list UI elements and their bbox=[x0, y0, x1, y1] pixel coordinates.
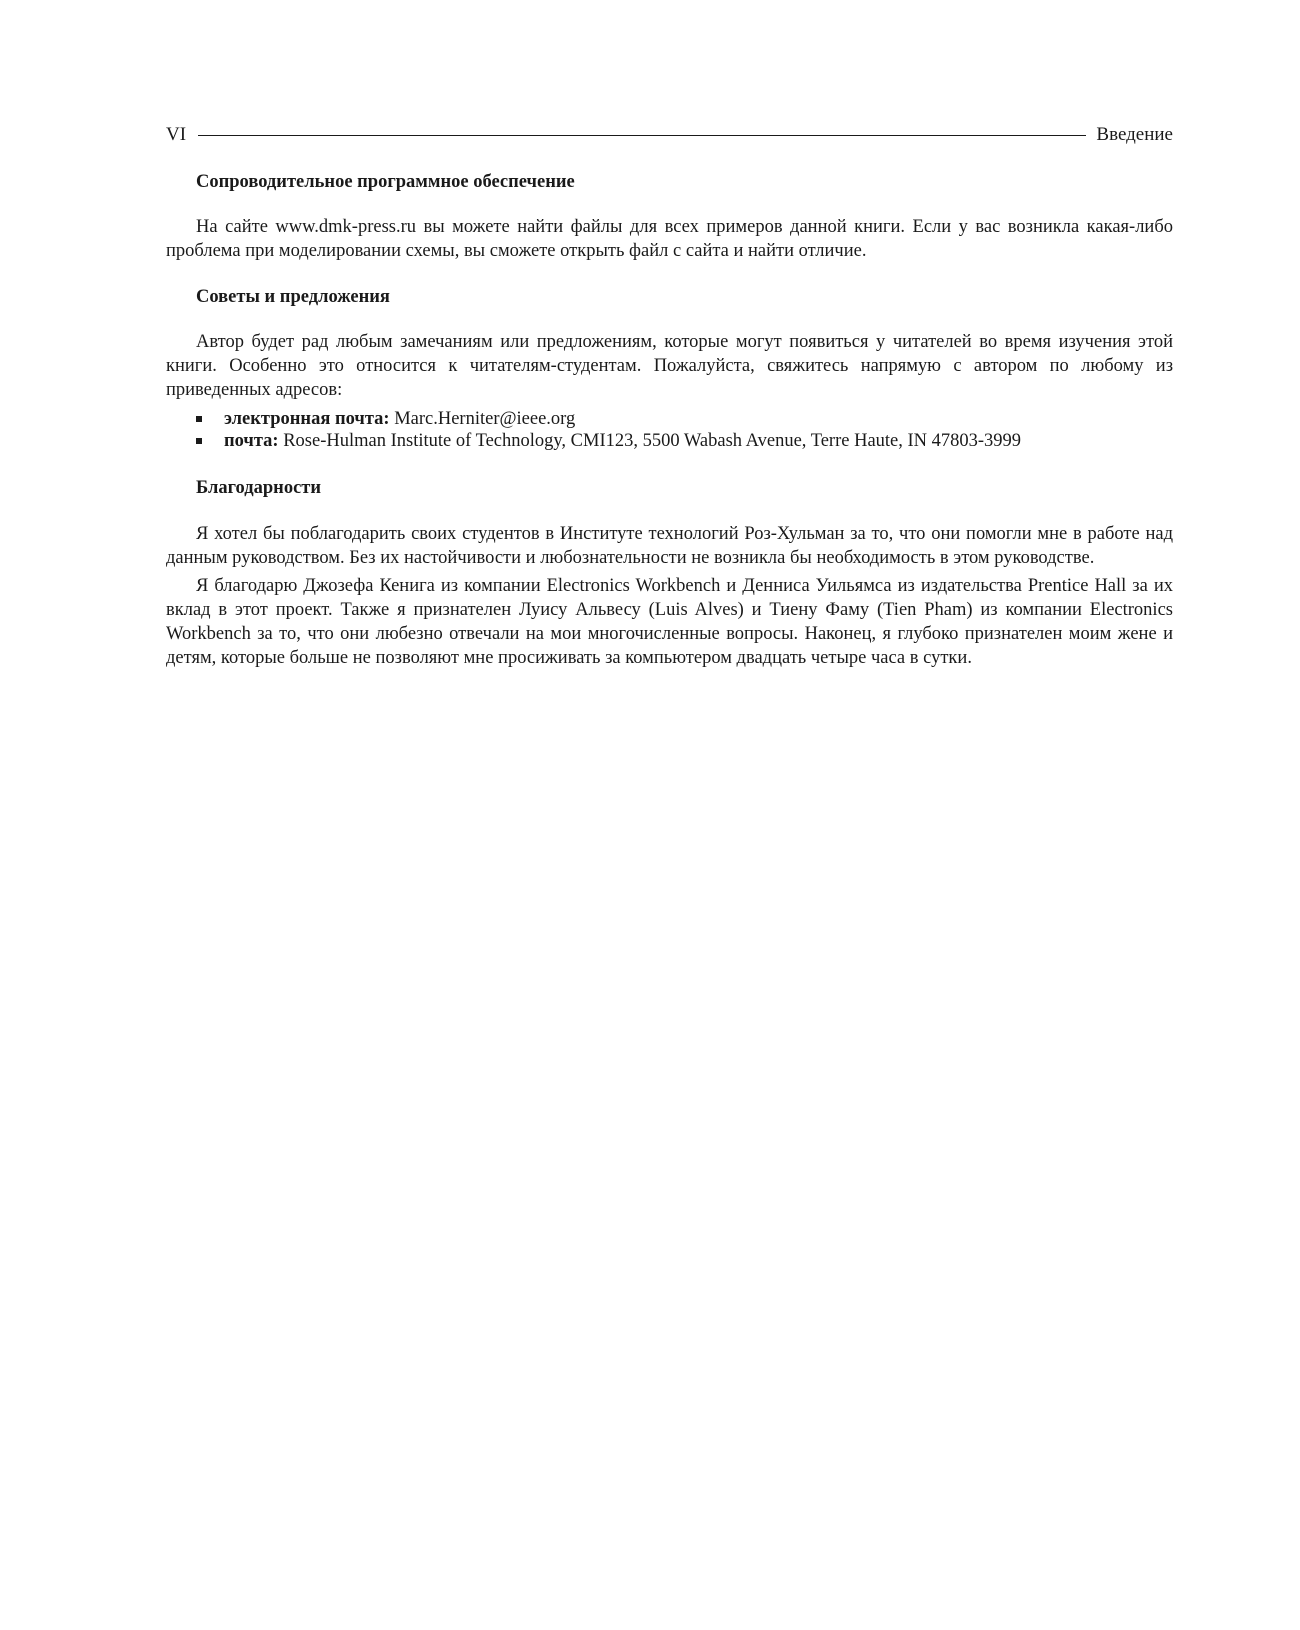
bullet-icon bbox=[196, 438, 202, 444]
header-rule bbox=[198, 135, 1086, 136]
section-heading-feedback: Советы и предложения bbox=[196, 287, 390, 307]
chapter-title: Введение bbox=[1096, 124, 1173, 145]
running-header bbox=[166, 122, 1173, 148]
paragraph-feedback: Автор будет рад любым замечаниям или предложениям, которые могут появиться у читателей во время изучения этой книги. Особенно это относится к читателям-студентам. Пожалуйста, свяжитесь напрямую с автором по любому из приведенных адресов: bbox=[166, 332, 1173, 400]
contact-value-mail: Rose-Hulman Institute of Technology, CMI123, 5500 Wabash Avenue, Terre Haute, IN 47803-3999 bbox=[278, 431, 1022, 451]
bullet-icon bbox=[196, 416, 202, 422]
contact-label-mail: почта: bbox=[224, 431, 279, 451]
contact-label-email: электронная почта: bbox=[224, 409, 390, 429]
paragraph-acknowledgements-2: Я благодарю Джозефа Кенига из компании Electronics Workbench и Денниса Уильямса из издательства Prentice Hall за их вклад в этот проект. Также я признателен Луису Альвесу (Luis Alves) и Тиену Фаму (Tien Pham) из компании Electronics Workbench за то, что они любезно отвечали на мои многочисленные вопросы. Наконец, я глубоко признателен моим жене и детям, которые больше не позволяют мне просиживать за компьютером двадцать четыре часа в сутки. bbox=[166, 576, 1173, 668]
paragraph-software: На сайте www.dmk-press.ru вы можете найти файлы для всех примеров данной книги. Если у вас возникла какая-либо проблема при моделировании схемы, вы сможете открыть файл с сайта и найти отличие. bbox=[166, 217, 1173, 261]
contact-value-email[interactable]: Marc.Herniter@ieee.org bbox=[389, 409, 576, 429]
contact-item-email bbox=[166, 408, 1173, 430]
contact-item-mail bbox=[166, 430, 1173, 452]
book-page bbox=[166, 122, 1173, 670]
page-number: VI bbox=[166, 124, 187, 145]
paragraph-acknowledgements-1: Я хотел бы поблагодарить своих студентов в Институте технологий Роз-Хульман за то, что они помогли мне в работе над данным руководством. Без их настойчивости и любознательности не возникла бы необходимость в этом руководстве. bbox=[166, 524, 1173, 568]
contact-list bbox=[166, 408, 1173, 452]
section-heading-acknowledgements: Благодарности bbox=[196, 478, 322, 498]
section-heading-software: Сопроводительное программное обеспечение bbox=[196, 172, 575, 192]
